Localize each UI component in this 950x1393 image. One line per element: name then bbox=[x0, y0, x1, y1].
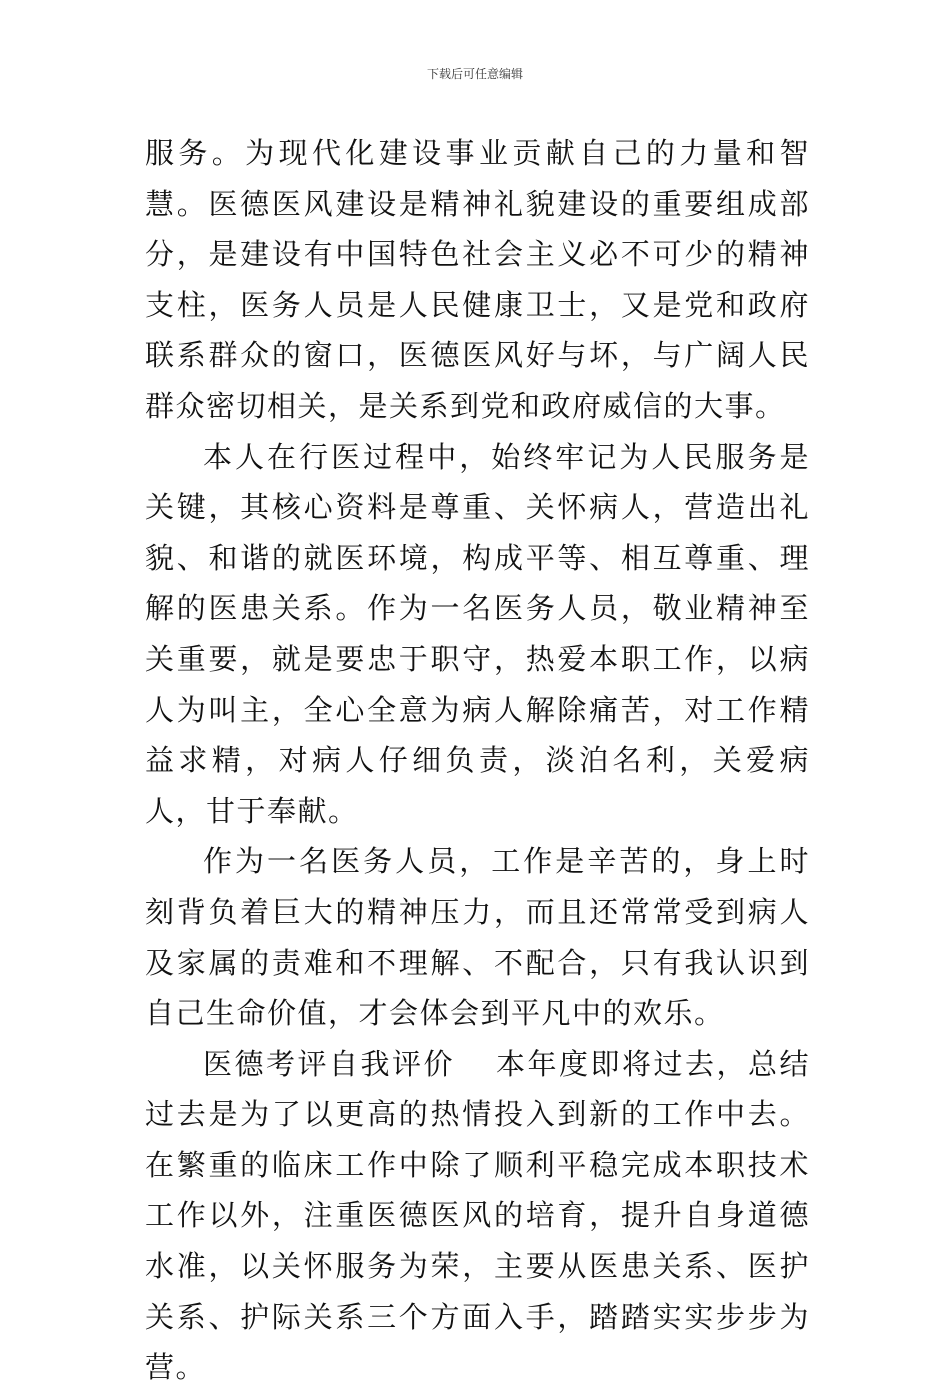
paragraph-4 bbox=[145, 1039, 810, 1393]
paragraph-1: 服务。为现代化建设事业贡献自己的力量和智慧。医德医风建设是精神礼貌建设的重要组成部分，是建设有中国特色社会主义必不可少的精神支柱，医务人员是人民健康卫士，又是党和政府联系群众的窗口，医德医风好与坏，与广阔人民群众密切相关，是关系到党和政府威信的大事。 bbox=[145, 136, 810, 423]
paragraph-3: 作为一名医务人员，工作是辛苦的，身上时刻背负着巨大的精神压力，而且还常常受到病人及家属的责难和不理解、不配合，只有我认识到自己生命价值，才会体会到平凡中的欢乐。 bbox=[145, 844, 810, 1031]
paragraph-4-heading: 医德考评自我评价 bbox=[203, 1046, 455, 1081]
paragraph-4-text: 本年度即将过去，总结过去是为了以更高的热情投入到新的工作中去。在繁重的临床工作中除了顺利平稳完成本职技术工作以外，注重医德医风的培育，提升自身道德水准，以关怀服务为荣，主要从医患关系、医护关系、护际关系三个方面入手，踏踏实实步步为营。 bbox=[145, 1046, 810, 1385]
paragraph-2: 本人在行医过程中，始终牢记为人民服务是关键，其核心资料是尊重、关怀病人，营造出礼貌、和谐的就医环境，构成平等、相互尊重、理解的医患关系。作为一名医务人员，敬业精神至关重要，就是要忠于职守，热爱本职工作，以病人为叫主，全心全意为病人解除痛苦，对工作精益求精，对病人仔细负责，淡泊名利，关爱病人，甘于奉献。 bbox=[145, 439, 810, 828]
page-header-note: 下载后可任意编辑 bbox=[426, 67, 523, 81]
document-body bbox=[145, 128, 810, 1393]
